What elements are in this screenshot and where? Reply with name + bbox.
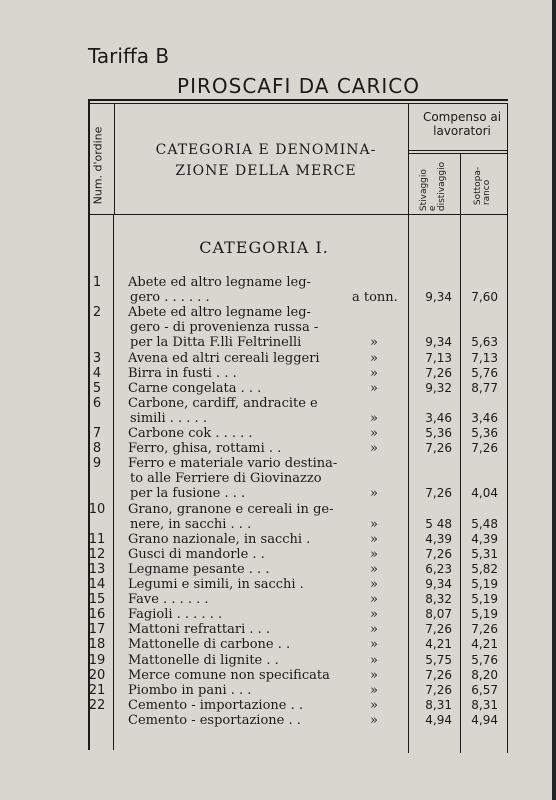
row-description-line: simili . . . . . xyxy=(130,410,207,426)
row-description-line: Mattonelle di lignite . . xyxy=(128,652,279,668)
row-unit: » xyxy=(370,335,378,351)
row-underside-value: 5,63 xyxy=(471,335,498,350)
stowage-header-label xyxy=(421,161,448,210)
row-unit: » xyxy=(370,637,378,653)
row-number: 22 xyxy=(88,697,106,713)
row-description-line: Cemento - importazione . . xyxy=(128,697,303,713)
row-number: 15 xyxy=(88,592,106,608)
underside-header-line-1: Sottopa- xyxy=(473,166,484,206)
row-description-line: gero . . . . . . xyxy=(130,290,210,306)
row-description-line: Ferro, ghisa, rottami . . xyxy=(128,441,282,457)
row-number: 16 xyxy=(88,607,106,623)
row-unit: » xyxy=(370,380,378,396)
row-unit: » xyxy=(370,516,378,532)
row-description-line: Piombo in pani . . . xyxy=(128,682,252,698)
row-stowage-value: 5 48 xyxy=(425,516,452,531)
row-underside-value: 5,48 xyxy=(471,516,498,531)
row-unit: » xyxy=(370,426,378,441)
row-description-line: Abete ed altro legname leg- xyxy=(128,275,311,290)
row-unit: » xyxy=(370,682,378,698)
underside-header xyxy=(464,155,502,217)
row-underside-value: 7,26 xyxy=(471,441,498,456)
row-underside-value: 5,76 xyxy=(471,365,498,380)
row-number: 3 xyxy=(92,350,102,366)
row-description-line: gero - di provenienza russa - xyxy=(130,320,319,336)
row-stowage-value: 4,94 xyxy=(425,712,452,727)
row-stowage-value: 8,07 xyxy=(425,607,452,622)
row-unit: » xyxy=(370,350,378,366)
stowage-header xyxy=(415,155,453,217)
row-unit: » xyxy=(370,712,378,728)
row-stowage-value: 7,26 xyxy=(425,682,452,697)
row-underside-value: 7,60 xyxy=(471,290,498,305)
row-description-line: nere, in sacchi . . . xyxy=(130,516,252,532)
row-description-line: Avena ed altri cereali leggeri xyxy=(128,350,320,366)
row-number: 7 xyxy=(92,426,102,441)
row-underside-value: 5,76 xyxy=(471,652,498,667)
row-number: 8 xyxy=(92,441,102,457)
row-stowage-value: 8,31 xyxy=(425,697,452,712)
row-description-line: Mattonelle di carbone . . xyxy=(128,637,291,653)
row-unit: » xyxy=(370,697,378,713)
row-number: 2 xyxy=(92,305,102,321)
row-stowage-value: 3,46 xyxy=(425,410,452,425)
row-underside-value: 5,36 xyxy=(471,426,498,440)
row-underside-value: 4,04 xyxy=(471,486,498,501)
row-description-line: Cemento - esportazione . . xyxy=(128,712,301,728)
row-description-line: Carne congelata . . . xyxy=(128,380,262,396)
row-description-line: Carbone, cardiff, andracite e xyxy=(128,395,318,411)
row-unit: » xyxy=(370,531,378,547)
row-unit: » xyxy=(370,410,378,426)
row-number: 11 xyxy=(88,531,106,547)
category-header xyxy=(120,140,412,182)
row-stowage-value: 7,26 xyxy=(425,667,452,682)
row-stowage-value: 9,34 xyxy=(425,577,452,591)
row-unit: » xyxy=(370,622,378,638)
row-description-line: Ferro e materiale vario destina- xyxy=(128,456,338,472)
underside-header-label xyxy=(474,167,492,205)
row-stowage-value: 9,34 xyxy=(425,335,452,350)
row-number: 6 xyxy=(92,395,102,411)
row-underside-value: 3,46 xyxy=(471,410,498,425)
row-number: 1 xyxy=(92,275,102,290)
row-unit: » xyxy=(370,652,378,668)
stowage-header-line-3: distivaggio xyxy=(437,161,448,211)
compensation-header-line-1: Compenso ai xyxy=(422,110,502,124)
row-number: 19 xyxy=(88,652,106,668)
row-number: 12 xyxy=(88,546,106,562)
category-header-line-2: ZIONE DELLA MERCE xyxy=(175,163,357,179)
row-stowage-value: 7,26 xyxy=(425,546,452,561)
stowage-header-line-2: e xyxy=(428,205,439,211)
stowage-header-line-1: Stivaggio xyxy=(419,168,430,211)
row-stowage-value: 7,26 xyxy=(425,486,452,501)
row-stowage-value: 7,26 xyxy=(425,365,452,380)
table-top-rule xyxy=(88,99,508,101)
page-edge xyxy=(552,0,556,800)
row-description-line: per la Ditta F.lli Feltrinelli xyxy=(130,335,302,351)
row-description-line: Mattoni refrattari . . . xyxy=(128,622,271,638)
row-number: 21 xyxy=(88,682,106,698)
row-description-line: Merce comune non specificata xyxy=(128,667,330,683)
row-number: 20 xyxy=(88,667,106,683)
section-title: CATEGORIA I. xyxy=(199,238,329,257)
row-stowage-value: 7,13 xyxy=(425,350,452,365)
row-description-line: to alle Ferriere di Giovinazzo xyxy=(130,471,322,487)
row-number: 4 xyxy=(92,365,102,381)
row-description-line: Abete ed altro legname leg- xyxy=(128,305,311,321)
row-stowage-value: 5,36 xyxy=(425,426,452,440)
row-unit: » xyxy=(370,592,378,608)
row-description-line: Gusci di mandorle . . xyxy=(128,546,265,562)
order-number-header-label: Num. d'ordine xyxy=(91,126,105,204)
row-unit: » xyxy=(370,486,378,502)
row-unit: » xyxy=(370,667,378,683)
row-unit: » xyxy=(370,546,378,562)
row-unit: » xyxy=(370,577,378,592)
row-stowage-value: 8,32 xyxy=(425,592,452,607)
row-description-line: Birra in fusti . . . xyxy=(128,365,237,381)
row-description-line: Carbone cok . . . . . xyxy=(128,426,253,441)
row-number: 14 xyxy=(88,577,106,592)
row-underside-value: 4,21 xyxy=(471,637,498,652)
row-underside-value: 8,77 xyxy=(471,380,498,395)
row-number: 18 xyxy=(88,637,106,653)
row-underside-value: 5,19 xyxy=(471,577,498,591)
row-description-line: Fagioli . . . . . . xyxy=(128,607,223,623)
tariff-label: Tariffa B xyxy=(88,44,170,68)
row-number: 17 xyxy=(88,622,106,638)
row-stowage-value: 4,39 xyxy=(425,531,452,546)
row-unit: a tonn. xyxy=(352,290,398,306)
compensation-header xyxy=(416,110,508,138)
row-unit: » xyxy=(370,561,378,577)
row-underside-value: 7,13 xyxy=(471,350,498,365)
row-stowage-value: 7,26 xyxy=(425,622,452,637)
row-description-line: Grano nazionale, in sacchi . xyxy=(128,531,311,547)
underside-header-line-2: ranco xyxy=(482,179,493,206)
row-underside-value: 6,57 xyxy=(471,682,498,697)
row-description-line: Legumi e simili, in sacchi . xyxy=(128,577,304,592)
order-number-header xyxy=(83,120,113,210)
row-underside-value: 8,31 xyxy=(471,697,498,712)
row-unit: » xyxy=(370,441,378,457)
row-underside-value: 7,26 xyxy=(471,622,498,637)
row-underside-value: 5,19 xyxy=(471,607,498,622)
row-number: 13 xyxy=(88,561,106,577)
compensation-divider xyxy=(408,150,508,151)
row-stowage-value: 9,32 xyxy=(425,380,452,395)
row-stowage-value: 4,21 xyxy=(425,637,452,652)
row-unit: » xyxy=(370,365,378,381)
row-description-line: Legname pesante . . . xyxy=(128,561,270,577)
compensation-header-line-2: lavoratori xyxy=(433,124,491,138)
row-unit: » xyxy=(370,607,378,623)
page-title: PIROSCAFI DA CARICO xyxy=(177,74,420,98)
row-stowage-value: 9,34 xyxy=(425,290,452,305)
row-description-line: Fave . . . . . . xyxy=(128,592,209,608)
row-description-line: Grano, granone e cereali in ge- xyxy=(128,501,334,517)
row-stowage-value: 7,26 xyxy=(425,441,452,456)
row-underside-value: 5,82 xyxy=(471,561,498,576)
row-description-line: per la fusione . . . xyxy=(130,486,246,502)
row-underside-value: 5,19 xyxy=(471,592,498,607)
row-number: 9 xyxy=(92,456,102,472)
row-underside-value: 4,39 xyxy=(471,531,498,546)
num-column-rule xyxy=(114,103,115,215)
row-stowage-value: 5,75 xyxy=(425,652,452,667)
table-right-rule xyxy=(507,103,508,753)
row-underside-value: 8,20 xyxy=(471,667,498,682)
table-top-rule-thin xyxy=(88,103,508,104)
row-stowage-value: 6,23 xyxy=(425,561,452,576)
row-number: 5 xyxy=(92,380,102,396)
row-underside-value: 5,31 xyxy=(471,546,498,561)
row-number: 10 xyxy=(88,501,106,517)
compensation-divider-2 xyxy=(408,153,508,154)
category-header-line-1: CATEGORIA E DENOMINA- xyxy=(155,142,377,158)
row-underside-value: 4,94 xyxy=(471,712,498,727)
